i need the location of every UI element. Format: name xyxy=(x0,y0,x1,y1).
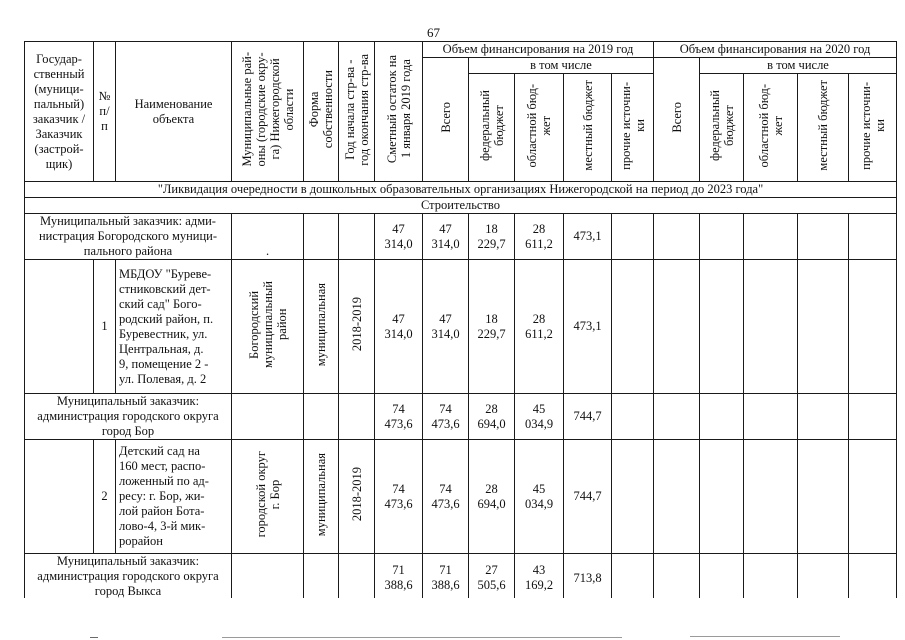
header-financing-2020: Объем финансирования на 2020 год xyxy=(654,42,897,58)
regional-2019-cell: 43 169,2 xyxy=(515,554,564,599)
estimate-cell: 47 314,0 xyxy=(375,260,423,394)
header-local-2019: местный бюджет xyxy=(564,74,612,182)
total-2020-cell xyxy=(654,260,700,394)
other-2020-cell xyxy=(849,260,897,394)
local-2019-cell: 744,7 xyxy=(564,394,612,440)
federal-2020-cell xyxy=(700,394,744,440)
other-2020-cell xyxy=(849,394,897,440)
federal-2019-cell: 27 505,6 xyxy=(469,554,515,599)
regional-2020-cell xyxy=(744,214,798,260)
other-2019-cell xyxy=(612,554,654,599)
header-federal-2020: федеральный бюджет xyxy=(700,74,744,182)
other-2019-cell xyxy=(612,394,654,440)
header-years: Год начала стр-ва - год окончания стр-ва xyxy=(339,42,375,182)
years-cell xyxy=(339,214,375,260)
total-2020-cell xyxy=(654,554,700,599)
row-number-cell: 1 xyxy=(94,260,116,394)
federal-2019-cell: 18 229,7 xyxy=(469,214,515,260)
scan-artifact xyxy=(90,637,98,638)
local-2019-cell: 713,8 xyxy=(564,554,612,599)
federal-2020-cell xyxy=(700,440,744,554)
total-2019-cell: 74 473,6 xyxy=(423,394,469,440)
local-2020-cell xyxy=(798,440,849,554)
district-cell: Богородский муниципальный район xyxy=(232,260,304,394)
federal-2020-cell xyxy=(700,554,744,599)
local-2020-cell xyxy=(798,554,849,599)
estimate-cell: 71 388,6 xyxy=(375,554,423,599)
ownership-cell: муниципальная xyxy=(304,260,339,394)
header-number: № п/ п xyxy=(94,42,116,182)
total-2020-cell xyxy=(654,394,700,440)
header-ownership: Форма собственности xyxy=(304,42,339,182)
district-cell: . xyxy=(232,214,304,260)
header-other-2020: прочие источни- ки xyxy=(849,74,897,182)
ownership-cell xyxy=(304,554,339,599)
header-local-2020: местный бюджет xyxy=(798,74,849,182)
regional-2020-cell xyxy=(744,554,798,599)
federal-2019-cell: 18 229,7 xyxy=(469,260,515,394)
table-row xyxy=(25,260,897,394)
years-cell xyxy=(339,394,375,440)
ownership-cell xyxy=(304,394,339,440)
total-2019-cell: 71 388,6 xyxy=(423,554,469,599)
local-2020-cell xyxy=(798,214,849,260)
header-financing-2019: Объем финансирования на 2019 год xyxy=(423,42,654,58)
customer-cell: Муниципальный заказчик: адми- нистрация Богородского муници- пального района xyxy=(25,214,232,260)
program-title: "Ликвидация очередности в дошкольных образовательных организациях Нижегородской на период до 2023 года" xyxy=(25,182,897,198)
financing-table xyxy=(24,41,897,598)
local-2019-cell: 473,1 xyxy=(564,260,612,394)
object-name-cell: МБДОУ "Буреве- стниковский дет- ский сад" Бого- родский район, п. Буревестник, ул. Центральная, д. 9, помещение 2 - ул. Полевая, д. 2 xyxy=(116,260,232,394)
customer-cell: Муниципальный заказчик: администрация городского округа город Бор xyxy=(25,394,232,440)
local-2020-cell xyxy=(798,260,849,394)
page-number: 67 xyxy=(427,25,440,40)
section-title: Строительство xyxy=(25,198,897,214)
federal-2019-cell: 28 694,0 xyxy=(469,440,515,554)
scan-artifact xyxy=(690,636,840,637)
federal-2020-cell xyxy=(700,214,744,260)
scan-artifact xyxy=(222,637,622,638)
header-customer: Государ- ственный (муници- пальный) заказчик / Заказчик (застрой- щик) xyxy=(25,42,94,182)
local-2019-cell: 744,7 xyxy=(564,440,612,554)
header-other-2019: прочие источни- ки xyxy=(612,74,654,182)
total-2019-cell: 74 473,6 xyxy=(423,440,469,554)
header-estimate: Сметный остаток на 1 января 2019 года xyxy=(375,42,423,182)
years-cell xyxy=(339,554,375,599)
total-2019-cell: 47 314,0 xyxy=(423,260,469,394)
local-2019-cell: 473,1 xyxy=(564,214,612,260)
district-cell xyxy=(232,394,304,440)
other-2019-cell xyxy=(612,260,654,394)
estimate-cell: 74 473,6 xyxy=(375,440,423,554)
other-2020-cell xyxy=(849,214,897,260)
years-cell: 2018-2019 xyxy=(339,260,375,394)
customer-cell xyxy=(25,260,94,394)
other-2019-cell xyxy=(612,440,654,554)
financing-table-sheet xyxy=(24,41,905,598)
other-2019-cell xyxy=(612,214,654,260)
regional-2019-cell: 28 611,2 xyxy=(515,214,564,260)
other-2020-cell xyxy=(849,440,897,554)
header-regional-2019: областной бюд- жет xyxy=(515,74,564,182)
district-cell: городской округ г. Бор xyxy=(232,440,304,554)
district-cell xyxy=(232,554,304,599)
object-name-cell: Детский сад на 160 мест, распо- ложенный по ад- ресу: г. Бор, жи- лой район Бота- лово-4, 3-й мик- рорайон xyxy=(116,440,232,554)
regional-2019-cell: 45 034,9 xyxy=(515,440,564,554)
total-2019-cell: 47 314,0 xyxy=(423,214,469,260)
header-object-name: Наименование объекта xyxy=(116,42,232,182)
header-including-2020: в том числе xyxy=(700,58,897,74)
header-total-2020: Всего xyxy=(654,58,700,182)
regional-2020-cell xyxy=(744,440,798,554)
years-cell: 2018-2019 xyxy=(339,440,375,554)
table-row xyxy=(25,440,897,554)
table-row xyxy=(25,554,897,599)
table-row xyxy=(25,394,897,440)
regional-2020-cell xyxy=(744,394,798,440)
header-districts: Муниципальные рай- оны (городские окру- га) Нижегородской области xyxy=(232,42,304,182)
federal-2020-cell xyxy=(700,260,744,394)
federal-2019-cell: 28 694,0 xyxy=(469,394,515,440)
row-number-cell: 2 xyxy=(94,440,116,554)
ownership-cell xyxy=(304,214,339,260)
estimate-cell: 74 473,6 xyxy=(375,394,423,440)
total-2020-cell xyxy=(654,214,700,260)
table-row xyxy=(25,214,897,260)
regional-2019-cell: 28 611,2 xyxy=(515,260,564,394)
other-2020-cell xyxy=(849,554,897,599)
header-federal-2019: федеральный бюджет xyxy=(469,74,515,182)
ownership-cell: муниципальная xyxy=(304,440,339,554)
customer-cell xyxy=(25,440,94,554)
customer-cell: Муниципальный заказчик: администрация городского округа город Выкса xyxy=(25,554,232,599)
local-2020-cell xyxy=(798,394,849,440)
header-including-2019: в том числе xyxy=(469,58,654,74)
header-total-2019: Всего xyxy=(423,58,469,182)
regional-2019-cell: 45 034,9 xyxy=(515,394,564,440)
header-regional-2020: областной бюд- жет xyxy=(744,74,798,182)
total-2020-cell xyxy=(654,440,700,554)
regional-2020-cell xyxy=(744,260,798,394)
estimate-cell: 47 314,0 xyxy=(375,214,423,260)
